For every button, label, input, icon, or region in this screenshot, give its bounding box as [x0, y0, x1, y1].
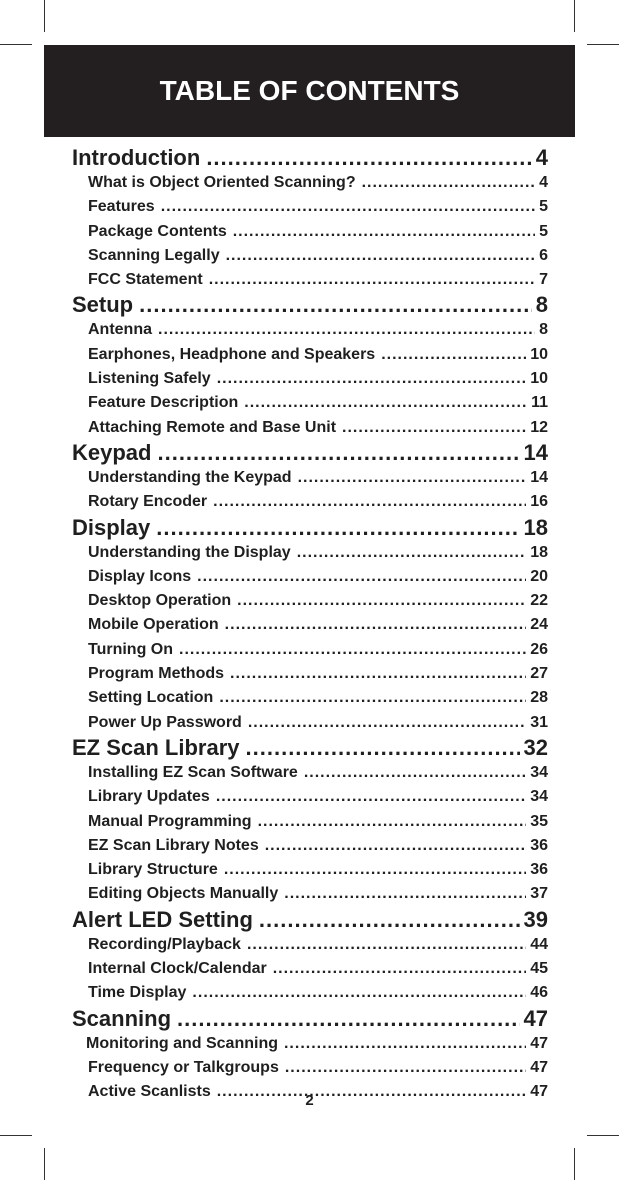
- toc-entry-page: 37: [530, 885, 548, 903]
- toc-entry-page: 14: [530, 468, 548, 486]
- toc-entry-label: Active Scanlists: [88, 1083, 211, 1101]
- toc-entry-page: 28: [530, 689, 548, 707]
- dot-leader: [285, 1056, 526, 1080]
- toc-entry-label: EZ Scan Library: [72, 734, 240, 760]
- toc-entry-label: Scanning Legally: [88, 246, 220, 264]
- toc-entry-label: Internal Clock/Calendar: [88, 960, 267, 978]
- toc-entry-page: 36: [530, 861, 548, 879]
- toc-entry-label: What is Object Oriented Scanning?: [88, 174, 356, 191]
- dot-leader: [237, 589, 526, 613]
- toc-subsection[interactable]: [72, 541, 548, 565]
- toc-subsection[interactable]: [72, 220, 548, 244]
- toc-subsection[interactable]: [72, 933, 548, 957]
- toc-entry-page: 31: [530, 713, 548, 731]
- crop-mark: [44, 1148, 45, 1180]
- toc-entry-label: Editing Objects Manually: [88, 885, 279, 903]
- toc-subsection[interactable]: [72, 343, 548, 367]
- toc-entry-page: 47: [530, 1034, 548, 1052]
- toc-entry-label: Attaching Remote and Base Unit: [88, 418, 337, 436]
- toc-entry-page: 24: [530, 616, 548, 634]
- toc-subsection[interactable]: [72, 882, 548, 906]
- toc-entry-label: Mobile Operation: [88, 616, 219, 634]
- dot-leader: [156, 515, 519, 541]
- toc-subsection[interactable]: [72, 391, 548, 415]
- toc-subsection[interactable]: [72, 268, 548, 292]
- dot-leader: [230, 662, 526, 686]
- toc-entry-label: Setup: [72, 292, 134, 318]
- page-title: TABLE OF CONTENTS: [159, 75, 460, 106]
- toc-subsection[interactable]: [72, 613, 548, 637]
- toc-subsection[interactable]: [72, 416, 548, 440]
- toc-entry-label: Library Updates: [88, 788, 210, 806]
- dot-leader: [177, 1006, 520, 1032]
- toc-entry-label: Display Icons: [88, 567, 192, 585]
- toc-entry-label: Display: [72, 514, 151, 540]
- toc-entry-page: 8: [539, 321, 548, 339]
- dot-leader: [213, 490, 526, 514]
- toc-subsection[interactable]: [72, 810, 548, 834]
- dot-leader: [158, 318, 535, 342]
- toc-section[interactable]: [72, 1006, 548, 1032]
- toc-entry-page: 11: [531, 394, 548, 412]
- dot-leader: [161, 195, 535, 219]
- page-number: 2: [305, 1092, 314, 1109]
- toc-entry-page: 44: [530, 935, 548, 953]
- toc-entry-label: Installing EZ Scan Software: [88, 763, 298, 781]
- crop-mark: [0, 44, 32, 45]
- toc-entry-page: 35: [530, 812, 548, 830]
- toc-entry-label: Alert LED Setting: [72, 906, 253, 932]
- toc-subsection[interactable]: [72, 785, 548, 809]
- toc-entry-label: Turning On: [88, 640, 174, 658]
- toc-entry-page: 36: [530, 836, 548, 854]
- table-of-contents: [72, 145, 548, 1105]
- dot-leader: [362, 171, 536, 195]
- crop-mark: [0, 1135, 32, 1136]
- toc-entry-page: 10: [530, 370, 548, 388]
- dot-leader: [216, 785, 526, 809]
- toc-entry-label: Features: [88, 198, 155, 216]
- toc-subsection[interactable]: [72, 565, 548, 589]
- toc-subsection[interactable]: [72, 490, 548, 514]
- toc-entry-page: 6: [539, 246, 548, 264]
- toc-subsection[interactable]: [72, 195, 548, 219]
- toc-subsection[interactable]: [72, 834, 548, 858]
- toc-entry-label: Scanning: [72, 1005, 172, 1031]
- toc-entry-label: Antenna: [88, 321, 152, 339]
- toc-entry-label: Keypad: [72, 439, 152, 465]
- toc-entry-label: Program Methods: [88, 665, 225, 683]
- toc-entry-page: 47: [530, 1058, 548, 1076]
- toc-entry-page: 4: [535, 145, 548, 170]
- toc-section[interactable]: [72, 292, 548, 318]
- dot-leader: [244, 391, 527, 415]
- toc-entry-page: 12: [530, 418, 548, 436]
- toc-subsection[interactable]: [72, 761, 548, 785]
- toc-entry-page: 47: [530, 1083, 548, 1101]
- toc-subsection[interactable]: [72, 244, 548, 268]
- toc-entry-label: FCC Statement: [88, 271, 203, 289]
- toc-entry-label: Earphones, Headphone and Speakers: [88, 345, 376, 363]
- toc-entry-label: Listening Safely: [88, 370, 211, 388]
- toc-subsection[interactable]: [72, 711, 548, 735]
- toc-entry-label: Frequency or Talkgroups: [88, 1058, 279, 1076]
- dot-leader: [247, 933, 526, 957]
- toc-entry-page: 45: [530, 960, 548, 978]
- dot-leader: [284, 882, 526, 906]
- toc-entry-label: Monitoring and Scanning: [86, 1034, 278, 1052]
- toc-subsection[interactable]: [72, 1056, 548, 1080]
- toc-section[interactable]: [72, 145, 548, 171]
- toc-entry-label: Rotary Encoder: [88, 493, 208, 511]
- toc-subsection[interactable]: [72, 957, 548, 981]
- dot-leader: [206, 145, 531, 171]
- toc-subsection[interactable]: [72, 318, 548, 342]
- toc-entry-page: 10: [530, 345, 548, 363]
- toc-entry-page: 5: [539, 198, 548, 216]
- dot-leader: [226, 244, 536, 268]
- toc-section[interactable]: [72, 907, 548, 933]
- toc-entry-page: 4: [539, 174, 548, 191]
- toc-subsection[interactable]: [72, 981, 548, 1005]
- toc-entry-page: 20: [530, 567, 548, 585]
- dot-leader: [192, 981, 526, 1005]
- toc-entry-page: 22: [530, 592, 548, 610]
- dot-leader: [381, 343, 526, 367]
- dot-leader: [273, 957, 526, 981]
- dot-leader: [248, 711, 526, 735]
- dot-leader: [304, 761, 526, 785]
- dot-leader: [265, 834, 526, 858]
- header-bar: [44, 45, 575, 137]
- toc-entry-page: 7: [539, 271, 548, 289]
- toc-subsection[interactable]: [72, 1032, 548, 1056]
- dot-leader: [157, 440, 519, 466]
- crop-mark: [587, 44, 619, 45]
- toc-entry-label: Power Up Password: [88, 713, 242, 731]
- toc-entry-page: 16: [530, 493, 548, 511]
- dot-leader: [298, 466, 527, 490]
- toc-entry-page: 26: [530, 640, 548, 658]
- toc-entry-page: 27: [530, 665, 548, 683]
- toc-entry-label: Manual Programming: [88, 812, 252, 830]
- dot-leader: [209, 268, 535, 292]
- toc-entry-page: 8: [535, 292, 548, 318]
- toc-subsection[interactable]: [72, 662, 548, 686]
- dot-leader: [233, 220, 535, 244]
- dot-leader: [225, 613, 527, 637]
- toc-entry-page: 34: [530, 763, 548, 781]
- toc-entry-label: Understanding the Keypad: [88, 468, 292, 486]
- toc-subsection[interactable]: [72, 466, 548, 490]
- toc-entry-page: 5: [539, 222, 548, 240]
- toc-entry-page: 47: [523, 1005, 548, 1031]
- toc-entry-label: Setting Location: [88, 689, 214, 707]
- toc-entry-page: 46: [530, 984, 548, 1002]
- toc-entry-page: 34: [530, 788, 548, 806]
- toc-subsection[interactable]: [72, 638, 548, 662]
- toc-entry-page: 18: [523, 514, 548, 540]
- toc-subsection[interactable]: [72, 686, 548, 710]
- toc-entry-label: Recording/Playback: [88, 935, 241, 953]
- crop-mark: [574, 1148, 575, 1180]
- dot-leader: [246, 735, 520, 761]
- toc-entry-page: 39: [523, 906, 548, 932]
- dot-leader: [219, 686, 526, 710]
- toc-entry-label: Package Contents: [88, 222, 227, 240]
- dot-leader: [342, 416, 526, 440]
- toc-section[interactable]: [72, 515, 548, 541]
- dot-leader: [217, 367, 527, 391]
- toc-entry-label: EZ Scan Library Notes: [88, 836, 259, 854]
- dot-leader: [297, 541, 527, 565]
- toc-entry-label: Library Structure: [88, 861, 218, 879]
- toc-subsection[interactable]: [72, 589, 548, 613]
- dot-leader: [179, 638, 526, 662]
- dot-leader: [284, 1032, 526, 1056]
- toc-entry-page: 14: [523, 439, 548, 465]
- toc-entry-label: Feature Description: [88, 394, 239, 412]
- crop-mark: [44, 0, 45, 32]
- dot-leader: [197, 565, 526, 589]
- toc-entry-page: 32: [523, 734, 548, 760]
- dot-leader: [259, 907, 520, 933]
- dot-leader: [258, 810, 527, 834]
- toc-entry-label: Desktop Operation: [88, 592, 232, 610]
- toc-section[interactable]: [72, 440, 548, 466]
- toc-subsection[interactable]: [72, 858, 548, 882]
- dot-leader: [139, 292, 532, 318]
- toc-entry-label: Introduction: [72, 145, 201, 170]
- toc-entry-page: 18: [530, 543, 548, 561]
- toc-entry-label: Understanding the Display: [88, 543, 291, 561]
- dot-leader: [224, 858, 526, 882]
- toc-subsection[interactable]: [72, 171, 548, 195]
- crop-mark: [587, 1135, 619, 1136]
- toc-section[interactable]: [72, 735, 548, 761]
- toc-entry-label: Time Display: [88, 984, 187, 1002]
- crop-mark: [574, 0, 575, 32]
- toc-subsection[interactable]: [72, 367, 548, 391]
